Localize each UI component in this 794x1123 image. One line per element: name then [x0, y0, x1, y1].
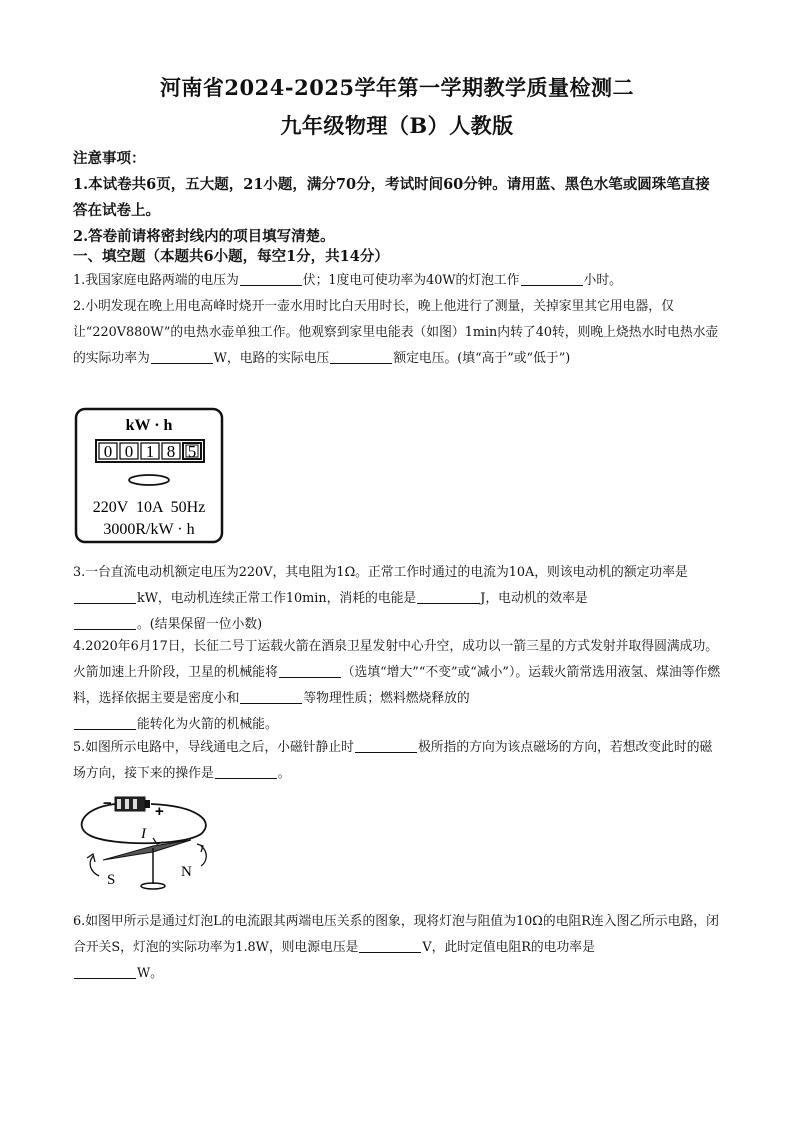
exam-title: 河南省2024-2025学年第一学期教学质量检测二 — [159, 75, 635, 100]
q1-text-a: 1.我国家庭电路两端的电压为 — [73, 273, 239, 288]
q1-text-b: 伏；1度电可使功率为40W的灯泡工作 — [302, 273, 520, 288]
q3-text-d: 。(结果保留一位小数) — [137, 617, 263, 632]
notes-block — [73, 146, 723, 250]
meter-unit-label: kW · h — [125, 417, 173, 434]
meter-digit: 0 — [124, 442, 134, 461]
question-4 — [73, 634, 723, 738]
meter-digit: 0 — [103, 442, 113, 461]
q2-text-c: 额定电压。(填“高于”或“低于”) — [393, 351, 571, 366]
notes-item-1: 1.本试卷共6页，五大题，21小题，满分70分，考试时间60分钟。请用蓝、黑色水笔或圆珠笔直接答在试卷上。 — [73, 176, 710, 219]
q3-text-b: kW，电动机连续正常工作10min，消耗的电能是 — [137, 591, 417, 606]
compass-wire-figure — [73, 792, 215, 896]
q5-text-a: 5.如图所示电路中，导线通电之后，小磁针静止时 — [73, 740, 354, 755]
q5-text-c: 。 — [277, 766, 291, 781]
q4-text-b: （选填“增大”“不变”或“减小”）。运载火箭常选用液氢、煤油等作燃料，选择依据主要是密度小和 — [73, 665, 721, 706]
q5-text-b: 极所指的方向为该点磁场的方向，若想改变此时的磁场方向，接下来的操作是 — [73, 740, 713, 781]
answer-blank[interactable] — [279, 663, 341, 678]
question-6 — [73, 909, 723, 987]
answer-blank[interactable] — [521, 271, 583, 286]
meter-disc-window — [129, 475, 169, 485]
question-1 — [73, 268, 723, 294]
q6-text-a: 6.如图甲所示是通过灯泡L的电流跟其两端电压关系的图象，现将灯泡与阻值为10Ω的电阻R连入图乙所示电路，闭合开关S，灯泡的实际功率为1.8W，则电源电压是 — [73, 914, 719, 955]
section-heading: 一、填空题（本题共6小题，每空1分，共14分） — [73, 248, 389, 265]
question-3 — [73, 560, 723, 638]
answer-blank[interactable] — [215, 764, 277, 779]
current-label: I — [141, 826, 146, 842]
answer-blank[interactable] — [355, 738, 417, 753]
meter-digit: 1 — [145, 442, 155, 461]
positive-terminal-label: + — [155, 803, 164, 820]
answer-blank[interactable] — [240, 689, 302, 704]
q6-text-c: W。 — [137, 966, 163, 981]
answer-blank[interactable] — [74, 715, 136, 730]
answer-blank[interactable] — [330, 349, 392, 364]
notes-heading: 注意事项： — [73, 150, 146, 167]
answer-blank[interactable] — [240, 271, 302, 286]
q4-text-a: 4.2020年6月17日，长征二号丁运载火箭在酒泉卫星发射中心升空，成功以一箭三星的方式发射并取得圆满成功。火箭加速上升阶段，卫星的机械能将 — [73, 639, 719, 680]
question-5 — [73, 735, 723, 787]
q4-text-d: 能转化为火箭的机械能。 — [137, 717, 278, 732]
q2-text-a: 2.小明发现在晚上用电高峰时烧开一壶水用时比白天用时长，晚上他进行了测量，关掉家里其它用电器，仅让“220V880W”的电热水壶单独工作。他观察到家里电能表（如图）1min内转了40转，则晚上烧热水时电热水壶的实际功率为 — [73, 299, 719, 366]
exam-subtitle: 九年级物理（B）人教版 — [280, 113, 514, 138]
question-2 — [73, 294, 723, 372]
north-pole-label: N — [181, 864, 192, 880]
q3-text-c: J，电动机的效率是 — [480, 591, 588, 606]
meter-spec-line-1: 220V 10A 50Hz — [92, 499, 206, 516]
q3-text-a: 3.一台直流电动机额定电压为220V，其电阻为1Ω。正常工作时通过的电流为10A，则该电动机的额定功率是 — [73, 565, 688, 580]
meter-digit: 8 — [166, 442, 176, 461]
answer-blank[interactable] — [74, 615, 136, 630]
answer-blank[interactable] — [417, 589, 479, 604]
q1-text-c: 小时。 — [583, 273, 622, 288]
negative-terminal-label: − — [103, 795, 112, 812]
electric-meter-figure — [74, 406, 226, 546]
answer-blank[interactable] — [151, 349, 213, 364]
answer-blank[interactable] — [359, 938, 421, 953]
answer-blank[interactable] — [74, 589, 136, 604]
answer-blank[interactable] — [74, 964, 136, 979]
q4-text-c: 等物理性质；燃料燃烧释放的 — [303, 691, 470, 706]
notes-item-2: 2.答卷前请将密封线内的项目填写清楚。 — [73, 228, 335, 245]
meter-spec-line-2: 3000R/kW · h — [103, 521, 195, 538]
south-pole-label: S — [107, 872, 116, 888]
meter-digit: 5 — [187, 442, 197, 461]
q6-text-b: V，此时定值电阻R的电功率是 — [422, 940, 595, 955]
q2-text-b: W，电路的实际电压 — [213, 351, 330, 366]
